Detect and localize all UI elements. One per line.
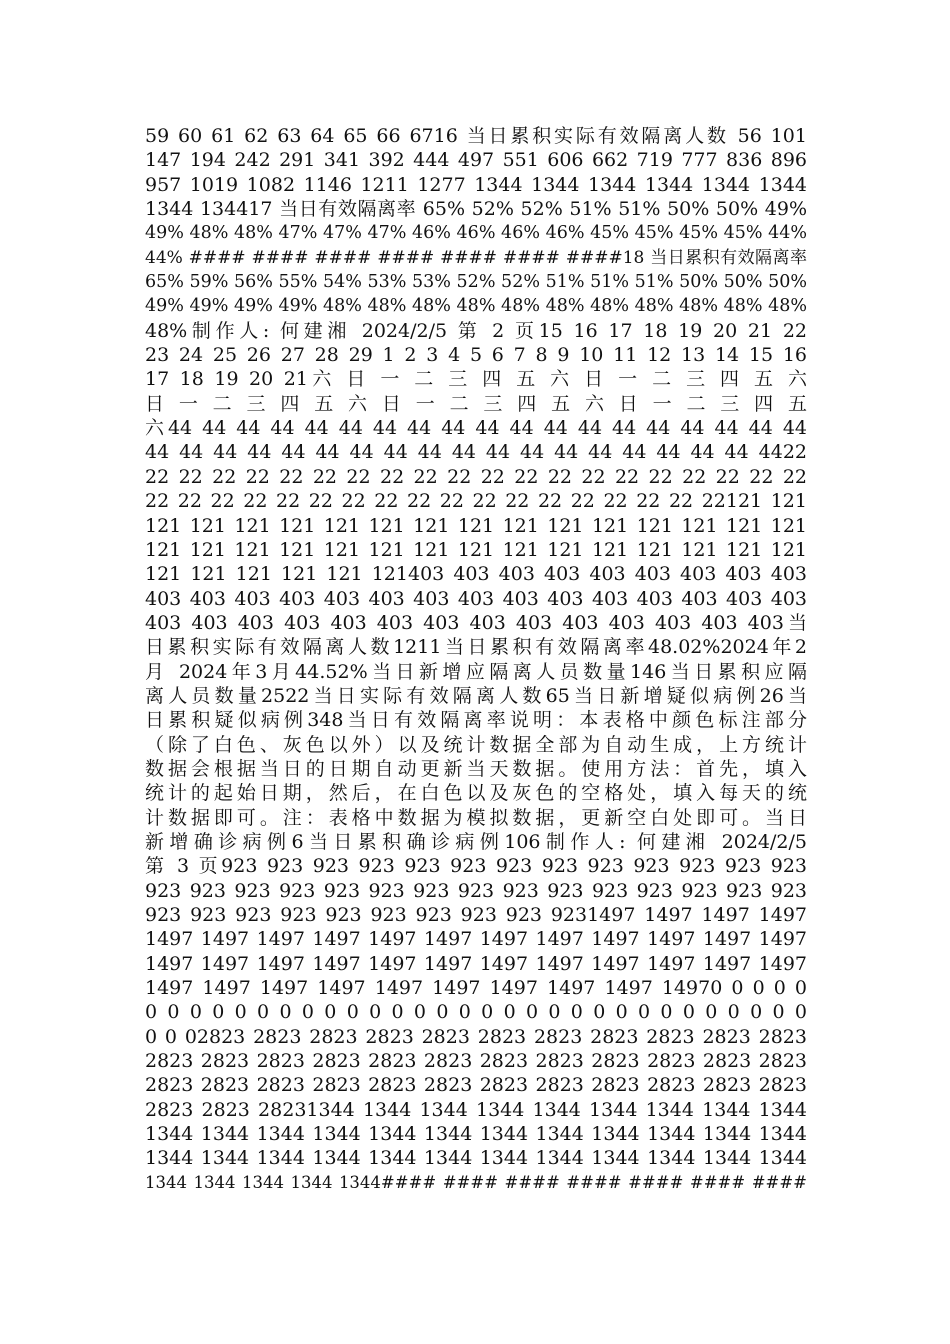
text-line: 49% 49% 49% 49% 48% 48% 48% 48% 48% 48% 48% 48% 48% 48% 48% xyxy=(145,296,807,317)
text-line: 日累积疑似病例348当日有效隔离率说明：本表格中颜色标注部分 xyxy=(145,709,807,732)
text-line: 48%制作人: 何建湘 2024/2/5 第 2 页15 16 17 18 19 20 21 22 xyxy=(145,319,807,342)
text-line: 1497 1497 1497 1497 1497 1497 1497 1497 1497 1497 1497 1497 xyxy=(145,952,807,975)
text-line: 23 24 25 26 27 28 29 1 2 3 4 5 6 7 8 9 10 11 12 13 14 15 16 xyxy=(145,344,807,367)
text-line: 121 121 121 121 121 121 121 121 121 121 121 121 121 121 121 xyxy=(145,514,807,537)
text-line: 957 1019 1082 1146 1211 1277 1344 1344 1344 1344 1344 1344 xyxy=(145,173,807,196)
text-line: 0 0 02823 2823 2823 2823 2823 2823 2823 2823 2823 2823 2823 xyxy=(145,1025,807,1048)
text-line: 1344 1344 1344 1344 1344#### #### #### #### #### #### #### xyxy=(145,1172,807,1192)
text-line: 离人员数量2522当日实际有效隔离人数65当日新增疑似病例26当 xyxy=(145,684,807,707)
text-line: 0 0 0 0 0 0 0 0 0 0 0 0 0 0 0 0 0 0 0 0 0 0 0 0 0 0 0 0 0 0 xyxy=(145,1001,807,1024)
text-line: 新增确诊病例6当日累积确诊病例106制作人: 何建湘 2024/2/5 xyxy=(145,830,807,853)
text-line: 923 923 923 923 923 923 923 923 923 923 923 923 923 923 923 xyxy=(145,879,807,902)
text-line: 44% #### #### #### #### #### #### ####18 当日累积有效隔离率 xyxy=(145,247,807,268)
text-line: 2823 2823 2823 2823 2823 2823 2823 2823 2823 2823 2823 2823 xyxy=(145,1074,807,1097)
text-line: 1497 1497 1497 1497 1497 1497 1497 1497 1497 14970 0 0 0 0 xyxy=(145,977,807,1000)
text-line: 147 194 242 291 341 392 444 497 551 606 662 719 777 836 896 xyxy=(145,149,807,172)
text-line: 1344 134417 当日有效隔离率 65% 52% 52% 51% 51% 50% 50% 49% xyxy=(145,198,807,221)
text-line: （除了白色、灰色以外）以及统计数据全部为自动生成，上方统计 xyxy=(145,733,807,756)
text-line: 月 2024年3月44.52%当日新增应隔离人员数量146当日累积应隔 xyxy=(145,660,807,683)
text-line: 49% 48% 48% 47% 47% 47% 46% 46% 46% 46% 45% 45% 45% 45% 44% xyxy=(145,223,807,244)
text-line: 17 18 19 20 21六 日 一 二 三 四 五 六 日 一 二 三 四 五 六 xyxy=(145,368,807,391)
text-line: 六44 44 44 44 44 44 44 44 44 44 44 44 44 44 44 44 44 44 44 xyxy=(145,417,807,440)
text-line: 1497 1497 1497 1497 1497 1497 1497 1497 1497 1497 1497 1497 xyxy=(145,928,807,951)
text-line: 1344 1344 1344 1344 1344 1344 1344 1344 1344 1344 1344 1344 xyxy=(145,1123,807,1146)
text-line: 121 121 121 121 121 121 121 121 121 121 121 121 121 121 121 xyxy=(145,538,807,561)
text-line: 数据会根据当日的日期自动更新当天数据。使用方法：首先，填入 xyxy=(145,757,807,780)
text-line: 2823 2823 2823 2823 2823 2823 2823 2823 2823 2823 2823 2823 xyxy=(145,1050,807,1073)
text-line: 2823 2823 28231344 1344 1344 1344 1344 1344 1344 1344 1344 xyxy=(145,1098,807,1121)
text-line: 计数据即可。注：表格中数据为模拟数据，更新空白处即可。当日 xyxy=(145,806,807,829)
text-line: 923 923 923 923 923 923 923 923 923 9231497 1497 1497 1497 xyxy=(145,904,807,926)
text-line: 22 22 22 22 22 22 22 22 22 22 22 22 22 22 22 22 22 22 22 22 xyxy=(145,465,807,488)
text-line: 日 一 二 三 四 五 六 日 一 二 三 四 五 六 日 一 二 三 四 五 xyxy=(145,392,807,415)
text-line: 22 22 22 22 22 22 22 22 22 22 22 22 22 22 22 22 22 22121 121 xyxy=(145,490,807,513)
text-line: 121 121 121 121 121 121403 403 403 403 403 403 403 403 403 xyxy=(145,563,807,586)
text-line: 日累积实际有效隔离人数1211当日累积有效隔离率48.02%2024年2 xyxy=(145,636,807,659)
text-line: 403 403 403 403 403 403 403 403 403 403 403 403 403 403 403 xyxy=(145,587,807,610)
text-line: 第 3 页923 923 923 923 923 923 923 923 923 923 923 923 923 xyxy=(145,855,807,878)
text-line: 403 403 403 403 403 403 403 403 403 403 403 403 403 403当 xyxy=(145,611,807,634)
text-line: 1344 1344 1344 1344 1344 1344 1344 1344 1344 1344 1344 1344 xyxy=(145,1147,807,1170)
text-line: 44 44 44 44 44 44 44 44 44 44 44 44 44 44 44 44 44 44 4422 xyxy=(145,441,807,464)
document-body-text xyxy=(145,124,807,1195)
text-line: 65% 59% 56% 55% 54% 53% 53% 52% 52% 51% 51% 51% 50% 50% 50% xyxy=(145,272,807,293)
text-line: 统计的起始日期，然后，在白色以及灰色的空格处，填入每天的统 xyxy=(145,782,807,805)
text-line: 59 60 61 62 63 64 65 66 6716 当日累积实际有效隔离人数 56 101 xyxy=(145,125,807,147)
